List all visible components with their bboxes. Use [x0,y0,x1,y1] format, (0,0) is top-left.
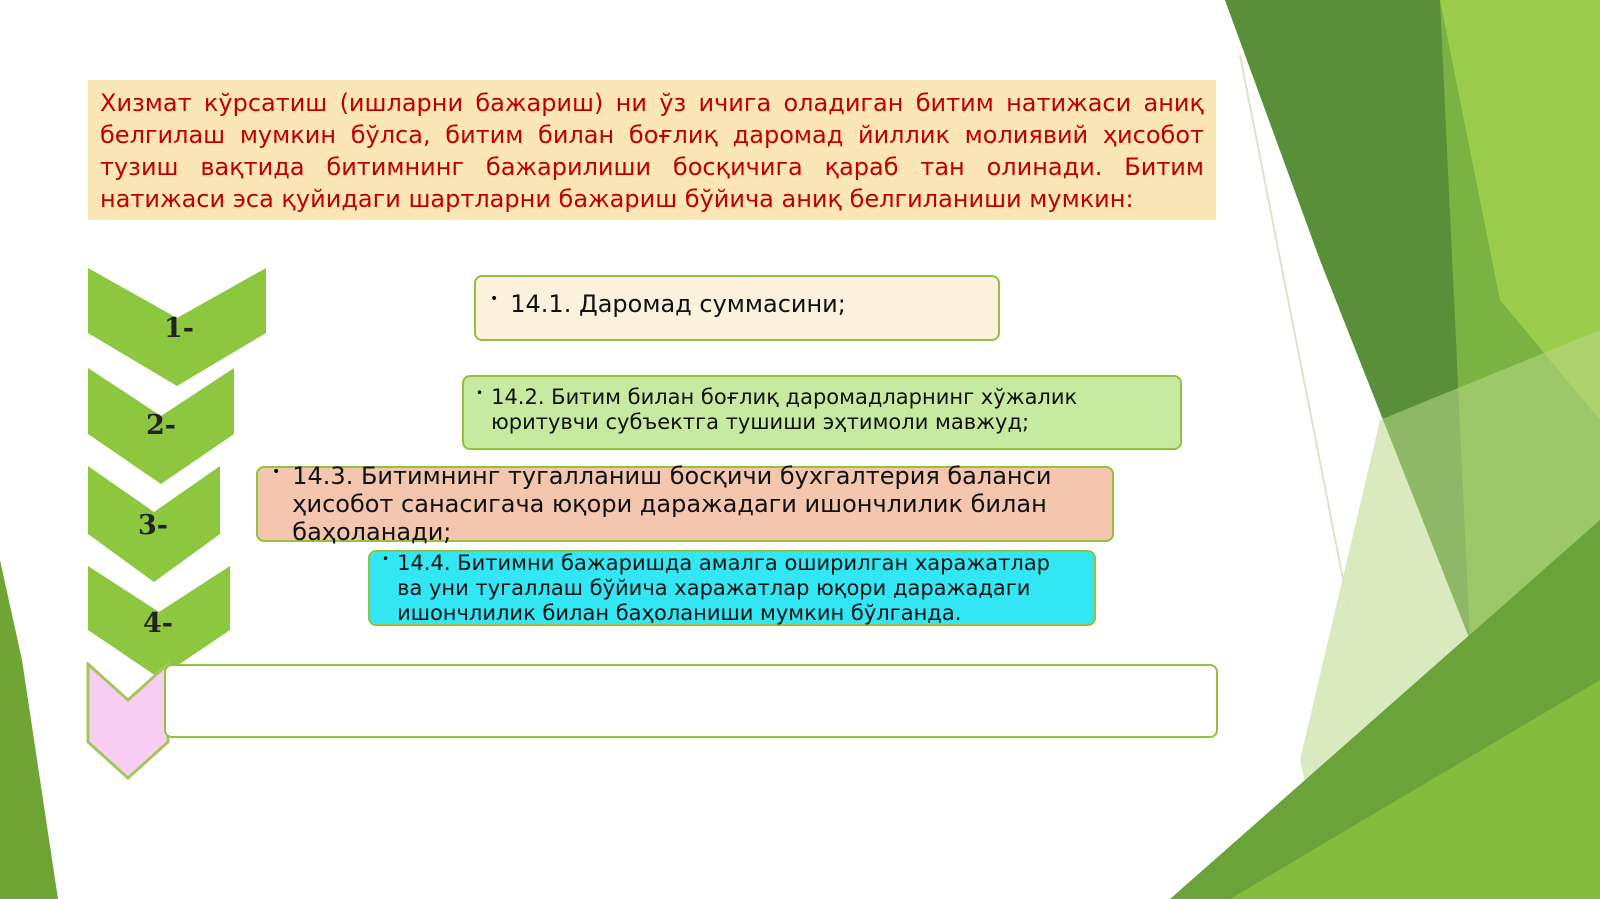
step-3-label: 3- [138,510,168,541]
step-3-box [256,462,1114,546]
empty-box [164,664,1218,738]
chevron-step-5 [86,662,170,780]
intro-box [88,80,1216,220]
step-2-text: 14.2. Битим билан боғлиқ даромадларнинг хўжалик юритувчи субъектга тушиши эҳтимоли мавжуд; [491,385,1078,434]
step-2-box [462,375,1182,450]
step-4-label: 4- [143,608,173,639]
step-3-text: 14.3. Битимнинг тугалланиш босқичи бухгалтерия баланси ҳисобот санасигача юқори даражадаги ишончлилик билан баҳоланади; [292,462,1052,546]
step-1-text: 14.1. Даромад суммасини; [510,290,846,318]
intro-text: Хизмат кўрсатиш (ишларни бажариш) ни ўз ичига оладиган битим натижаси аниқ белгилаш мумкин бўлса, битим билан боғлиқ даромад йиллик молиявий ҳисобот тузиш вақтида битимнинг бажарилиши босқичига қараб тан олинади. Битим натижаси эса қуйидаги шартларни бажариш бўйича аниқ белгиланиши мумкин: [100,89,1204,213]
step-1-box [474,275,1000,341]
step-4-text: 14.4. Битимни бажаришда амалга оширилган харажатлар ва уни тугаллаш бўйича харажатлар юқори даражадаги ишончлилик билан баҳоланиши мумкин бўлганда. [397,551,1051,625]
bullet-icon: • [476,386,484,400]
bullet-icon: • [490,291,499,307]
left-edge-band [0,560,58,899]
step-4-box [368,550,1096,626]
bullet-icon: • [272,464,281,480]
bullet-icon: • [382,552,390,566]
step-2-label: 2- [146,410,176,441]
step-1-label: 1- [164,313,194,344]
